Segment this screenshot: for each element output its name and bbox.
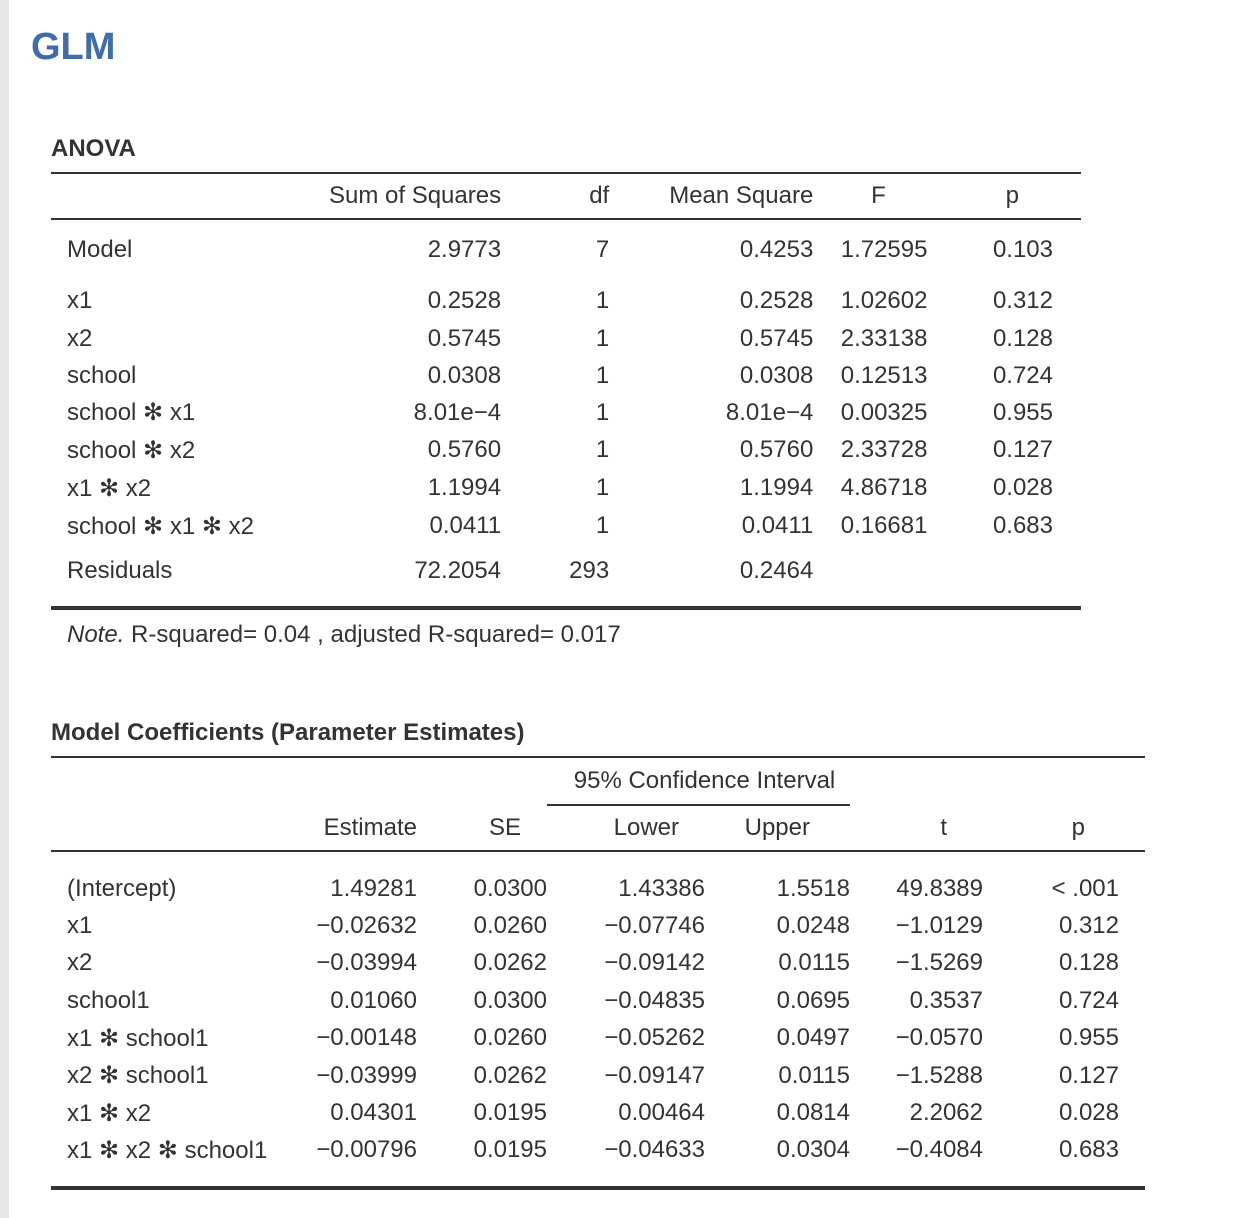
coef-title: Model Coefficients (Parameter Estimates) [51, 719, 525, 746]
anova-header-ms: Mean Square [609, 173, 813, 219]
anova-row [51, 394, 1081, 431]
ci-header: 95% Confidence Interval [547, 757, 850, 805]
anova-df: 1 [595, 398, 610, 426]
coef-ci-row [51, 757, 1145, 805]
coef-upper: 0.0115 [778, 1061, 850, 1089]
coef-se: 0.0300 [473, 986, 547, 1014]
coef-table [51, 756, 1145, 1190]
anova-term: school ✻ x2 [67, 436, 196, 464]
coef-upper: 0.0497 [776, 1024, 850, 1052]
coef-lower: 0.00464 [618, 1099, 705, 1127]
anova-ms: 1.1994 [739, 474, 814, 501]
anova-f: 0.12513 [840, 361, 928, 389]
coef-term: school1 [67, 986, 150, 1014]
note-text: R-squared= 0.04 , adjusted R-squared= 0.017 [124, 621, 621, 648]
coef-p: 0.683 [993, 1132, 1145, 1188]
coef-header-lower: Lower [547, 805, 705, 851]
coef-row [51, 1095, 1145, 1133]
anova-table [51, 172, 1081, 610]
coef-p: 0.127 [1058, 1061, 1119, 1089]
coef-estimate: −0.00148 [316, 1024, 417, 1052]
page-title: GLM [31, 26, 116, 68]
coef-lower: −0.09147 [604, 1061, 705, 1089]
coef-lower: 1.43386 [618, 875, 705, 902]
coef-p: 0.028 [1058, 1099, 1119, 1127]
anova-header-ss: Sum of Squares [259, 173, 501, 219]
anova-row [51, 357, 1081, 394]
anova-row [51, 545, 1081, 608]
anova-f: 0.00325 [840, 398, 928, 426]
coef-estimate: −0.03999 [316, 1061, 417, 1089]
coef-t: −0.0570 [895, 1024, 983, 1052]
coef-upper: 1.5518 [776, 875, 850, 902]
anova-row [51, 320, 1081, 357]
anova-f [813, 545, 943, 608]
coef-estimate: −0.02632 [316, 911, 417, 939]
anova-p: 0.127 [992, 436, 1053, 463]
coef-se: 0.0195 [473, 1099, 547, 1127]
anova-f: 2.33728 [840, 436, 928, 463]
anova-title: ANOVA [51, 135, 136, 162]
coef-row [51, 1020, 1145, 1058]
anova-ms: 0.5760 [739, 436, 814, 463]
coef-se: 0.0195 [417, 1132, 547, 1188]
coef-upper: 0.0695 [776, 986, 850, 1014]
coef-t: 2.2062 [909, 1099, 983, 1127]
coef-estimate: −0.03994 [316, 949, 417, 977]
coef-t: −1.0129 [895, 911, 983, 939]
anova-f: 0.16681 [840, 512, 928, 539]
coef-upper: 0.0248 [776, 911, 850, 939]
coef-se: 0.0262 [473, 949, 547, 977]
anova-p: 0.683 [992, 512, 1053, 539]
anova-f: 1.72595 [840, 236, 928, 263]
anova-df: 1 [595, 474, 610, 501]
coef-t: −1.5288 [895, 1061, 983, 1089]
coef-t: −1.5269 [895, 949, 983, 977]
anova-ms: 0.5745 [739, 324, 814, 352]
anova-p: 0.724 [992, 361, 1053, 389]
anova-header-f: F [813, 173, 943, 219]
coef-upper: 0.0115 [778, 949, 850, 977]
anova-df: 1 [595, 436, 610, 463]
anova-row [51, 507, 1081, 545]
anova-p: 0.103 [992, 236, 1053, 263]
anova-term: x1 [67, 287, 93, 314]
coef-row [51, 1132, 1145, 1188]
anova-ss: 0.5760 [427, 436, 502, 463]
coef-lower: −0.09142 [604, 949, 705, 977]
coef-header-estimate: Estimate [309, 805, 417, 851]
anova-term: Residuals [51, 545, 259, 608]
coef-header-t: t [850, 805, 993, 851]
anova-row [51, 469, 1081, 507]
anova-ss: 0.2528 [427, 287, 502, 314]
coef-lower: −0.04835 [604, 986, 705, 1014]
anova-df: 7 [595, 236, 610, 263]
coef-estimate: −0.00796 [309, 1132, 417, 1188]
anova-ss: 8.01e−4 [413, 398, 502, 426]
anova-p [943, 545, 1081, 608]
coef-term: x2 [67, 949, 93, 977]
coef-header-upper: Upper [705, 805, 850, 851]
anova-p: 0.312 [992, 287, 1053, 314]
anova-term: school ✻ x1 [67, 399, 196, 426]
coef-p: 0.128 [1058, 949, 1119, 977]
coef-term: x1 ✻ x2 [67, 1099, 152, 1127]
coef-row [51, 1057, 1145, 1095]
anova-term: school [67, 361, 137, 389]
coef-estimate: 0.01060 [330, 986, 417, 1014]
coef-se: 0.0300 [473, 875, 547, 902]
coef-lower: −0.05262 [604, 1024, 705, 1052]
anova-ss: 1.1994 [427, 474, 502, 501]
anova-ss: 2.9773 [427, 236, 502, 263]
anova-header-row [51, 173, 1081, 219]
coef-term: x2 ✻ school1 [67, 1062, 209, 1090]
anova-row [51, 219, 1081, 282]
coef-header-row [51, 805, 1145, 851]
coef-row [51, 907, 1145, 945]
coef-row [51, 982, 1145, 1020]
coef-t: 0.3537 [909, 986, 983, 1014]
anova-row [51, 431, 1081, 469]
coef-se: 0.0262 [473, 1061, 547, 1089]
coef-term: x1 ✻ x2 ✻ school1 [51, 1132, 309, 1188]
coef-estimate: 0.04301 [330, 1099, 417, 1127]
anova-f: 2.33138 [840, 324, 928, 352]
anova-df: 293 [501, 545, 609, 608]
note-label: Note. [67, 621, 125, 648]
anova-header-df: df [501, 173, 609, 219]
coef-se: 0.0260 [473, 1024, 547, 1052]
coef-header-term [51, 805, 309, 851]
anova-p: 0.955 [992, 398, 1053, 426]
anova-ss: 0.0411 [429, 512, 502, 539]
anova-ss: 0.0308 [427, 361, 502, 389]
coef-upper: 0.0814 [776, 1099, 850, 1127]
coef-row [51, 945, 1145, 983]
anova-header-term [51, 173, 259, 219]
anova-p: 0.028 [992, 474, 1053, 501]
coef-header-p: p [993, 805, 1145, 851]
anova-f: 4.86718 [840, 474, 928, 501]
anova-f: 1.02602 [840, 287, 928, 314]
coef-t: −0.4084 [850, 1132, 993, 1188]
coef-p: 0.724 [1058, 986, 1119, 1014]
anova-df: 1 [595, 361, 610, 389]
anova-row [51, 282, 1081, 320]
coef-estimate: 1.49281 [330, 875, 417, 902]
anova-ms: 0.4253 [739, 236, 814, 263]
anova-df: 1 [595, 324, 610, 352]
anova-term: Model [67, 236, 133, 263]
coef-term: x1 ✻ school1 [67, 1024, 209, 1052]
coef-t: 49.8389 [896, 875, 983, 902]
anova-term: x2 [67, 324, 93, 352]
coef-term: x1 [67, 911, 93, 939]
coef-lower: −0.07746 [604, 911, 705, 939]
coef-row [51, 851, 1145, 907]
coef-header-se: SE [417, 805, 547, 851]
anova-term: school ✻ x1 ✻ x2 [67, 512, 254, 540]
anova-ms: 0.2464 [609, 545, 813, 608]
anova-ms: 8.01e−4 [725, 398, 814, 426]
anova-df: 1 [595, 512, 610, 539]
anova-note [67, 621, 621, 649]
anova-ss: 0.5745 [427, 324, 502, 352]
coef-p: < .001 [1051, 875, 1119, 902]
coef-p: 0.955 [1058, 1024, 1119, 1052]
coef-p: 0.312 [1058, 911, 1119, 939]
anova-ss: 72.2054 [259, 545, 501, 608]
anova-ms: 0.2528 [739, 287, 814, 314]
coef-se: 0.0260 [473, 911, 547, 939]
anova-ms: 0.0411 [741, 512, 814, 539]
anova-term: x1 ✻ x2 [67, 474, 152, 502]
coef-lower: −0.04633 [547, 1132, 705, 1188]
anova-p: 0.128 [992, 324, 1053, 352]
left-scroll-gutter [0, 0, 9, 1218]
coef-upper: 0.0304 [705, 1132, 850, 1188]
anova-df: 1 [595, 287, 610, 314]
anova-ms: 0.0308 [739, 361, 814, 389]
coef-term: (Intercept) [67, 875, 177, 902]
anova-header-p: p [943, 173, 1081, 219]
